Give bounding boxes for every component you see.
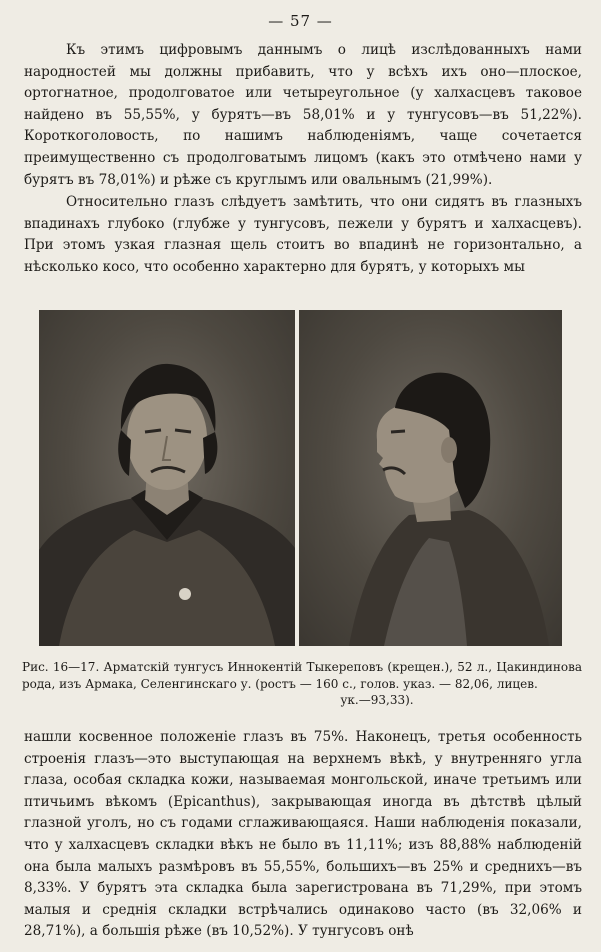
figure-caption — [22, 659, 582, 709]
caption-text: Рис. 16—17. Арматскій тунгусъ Иннокентій Тыкереповъ (крещен.), 52 л., Цакиндинова рода, изъ Армака, Селенгинскаго у. (ростъ — 160 с., голов. указ. — 82,06, лицев. — [22, 660, 582, 691]
portrait-profile-photo — [299, 310, 562, 646]
paragraph-face-shape: Къ этимъ цифровымъ даннымъ о лицѣ изслѣдованныхъ нами народностей мы должны прибавить, что у всѣхъ ихъ оно—плоское, ортогнатное, продолговатое или четыреугольное (у халхасцевъ таковое найдено въ 55,55%, у бурятъ—въ 58,01% и у тунгусовъ—въ 51,22%). Короткоголовость, по нашимъ наблюденіямъ, чаще сочетается преимущественно съ продолговатымъ лицомъ (какъ это отмѣчено нами у бурятъ въ 78,01%) и рѣже съ круглымъ или овальнымъ (21,99%). — [24, 42, 582, 188]
paragraph-eyes: Относительно глазъ слѣдуетъ замѣтить, что они сидятъ въ глазныхъ впадинахъ глубоко (глубже у тунгусовъ, пежели у бурятъ и халхасцевъ). При этомъ узкая глазная щель стоитъ во впадинѣ не горизонтально, а нѣсколько косо, что особенно характерно для бурятъ, у которыхъ мы — [24, 194, 582, 275]
page-number: — 57 — — [268, 12, 333, 30]
portrait-front-photo — [39, 310, 295, 646]
caption-text-end: ук.—93,33). — [340, 693, 414, 707]
paragraph-epicanthus: нашли косвенное положеніе глазъ въ 75%. Наконецъ, третья особенность строенія глазъ—это выступающая на верхнемъ вѣкѣ, у внутренняго угла глаза, особая складка кожи, называемая монгольской, иначе третьимъ или птичьимъ вѣкомъ (Epicanthus), закрывающая иногда въ дѣтствѣ цѣлый глазной уголъ, но съ годами сглаживающаяся. Наши наблюденія показали, что у халхасцевъ складки вѣкъ не было въ 11,11%; изъ 88,88% наблюденій она была малыхъ размѣровъ въ 55,55%, большихъ—въ 25% и среднихъ—въ 8,33%. У бурятъ эта складка была зарегистрована въ 71,29%, при этомъ малыя и среднія складки встрѣчались одинаково часто (въ 32,06% и 28,71%), а большія рѣже (въ 10,52%). У тунгусовъ онѣ — [24, 729, 582, 940]
figure-photographs — [39, 310, 562, 646]
